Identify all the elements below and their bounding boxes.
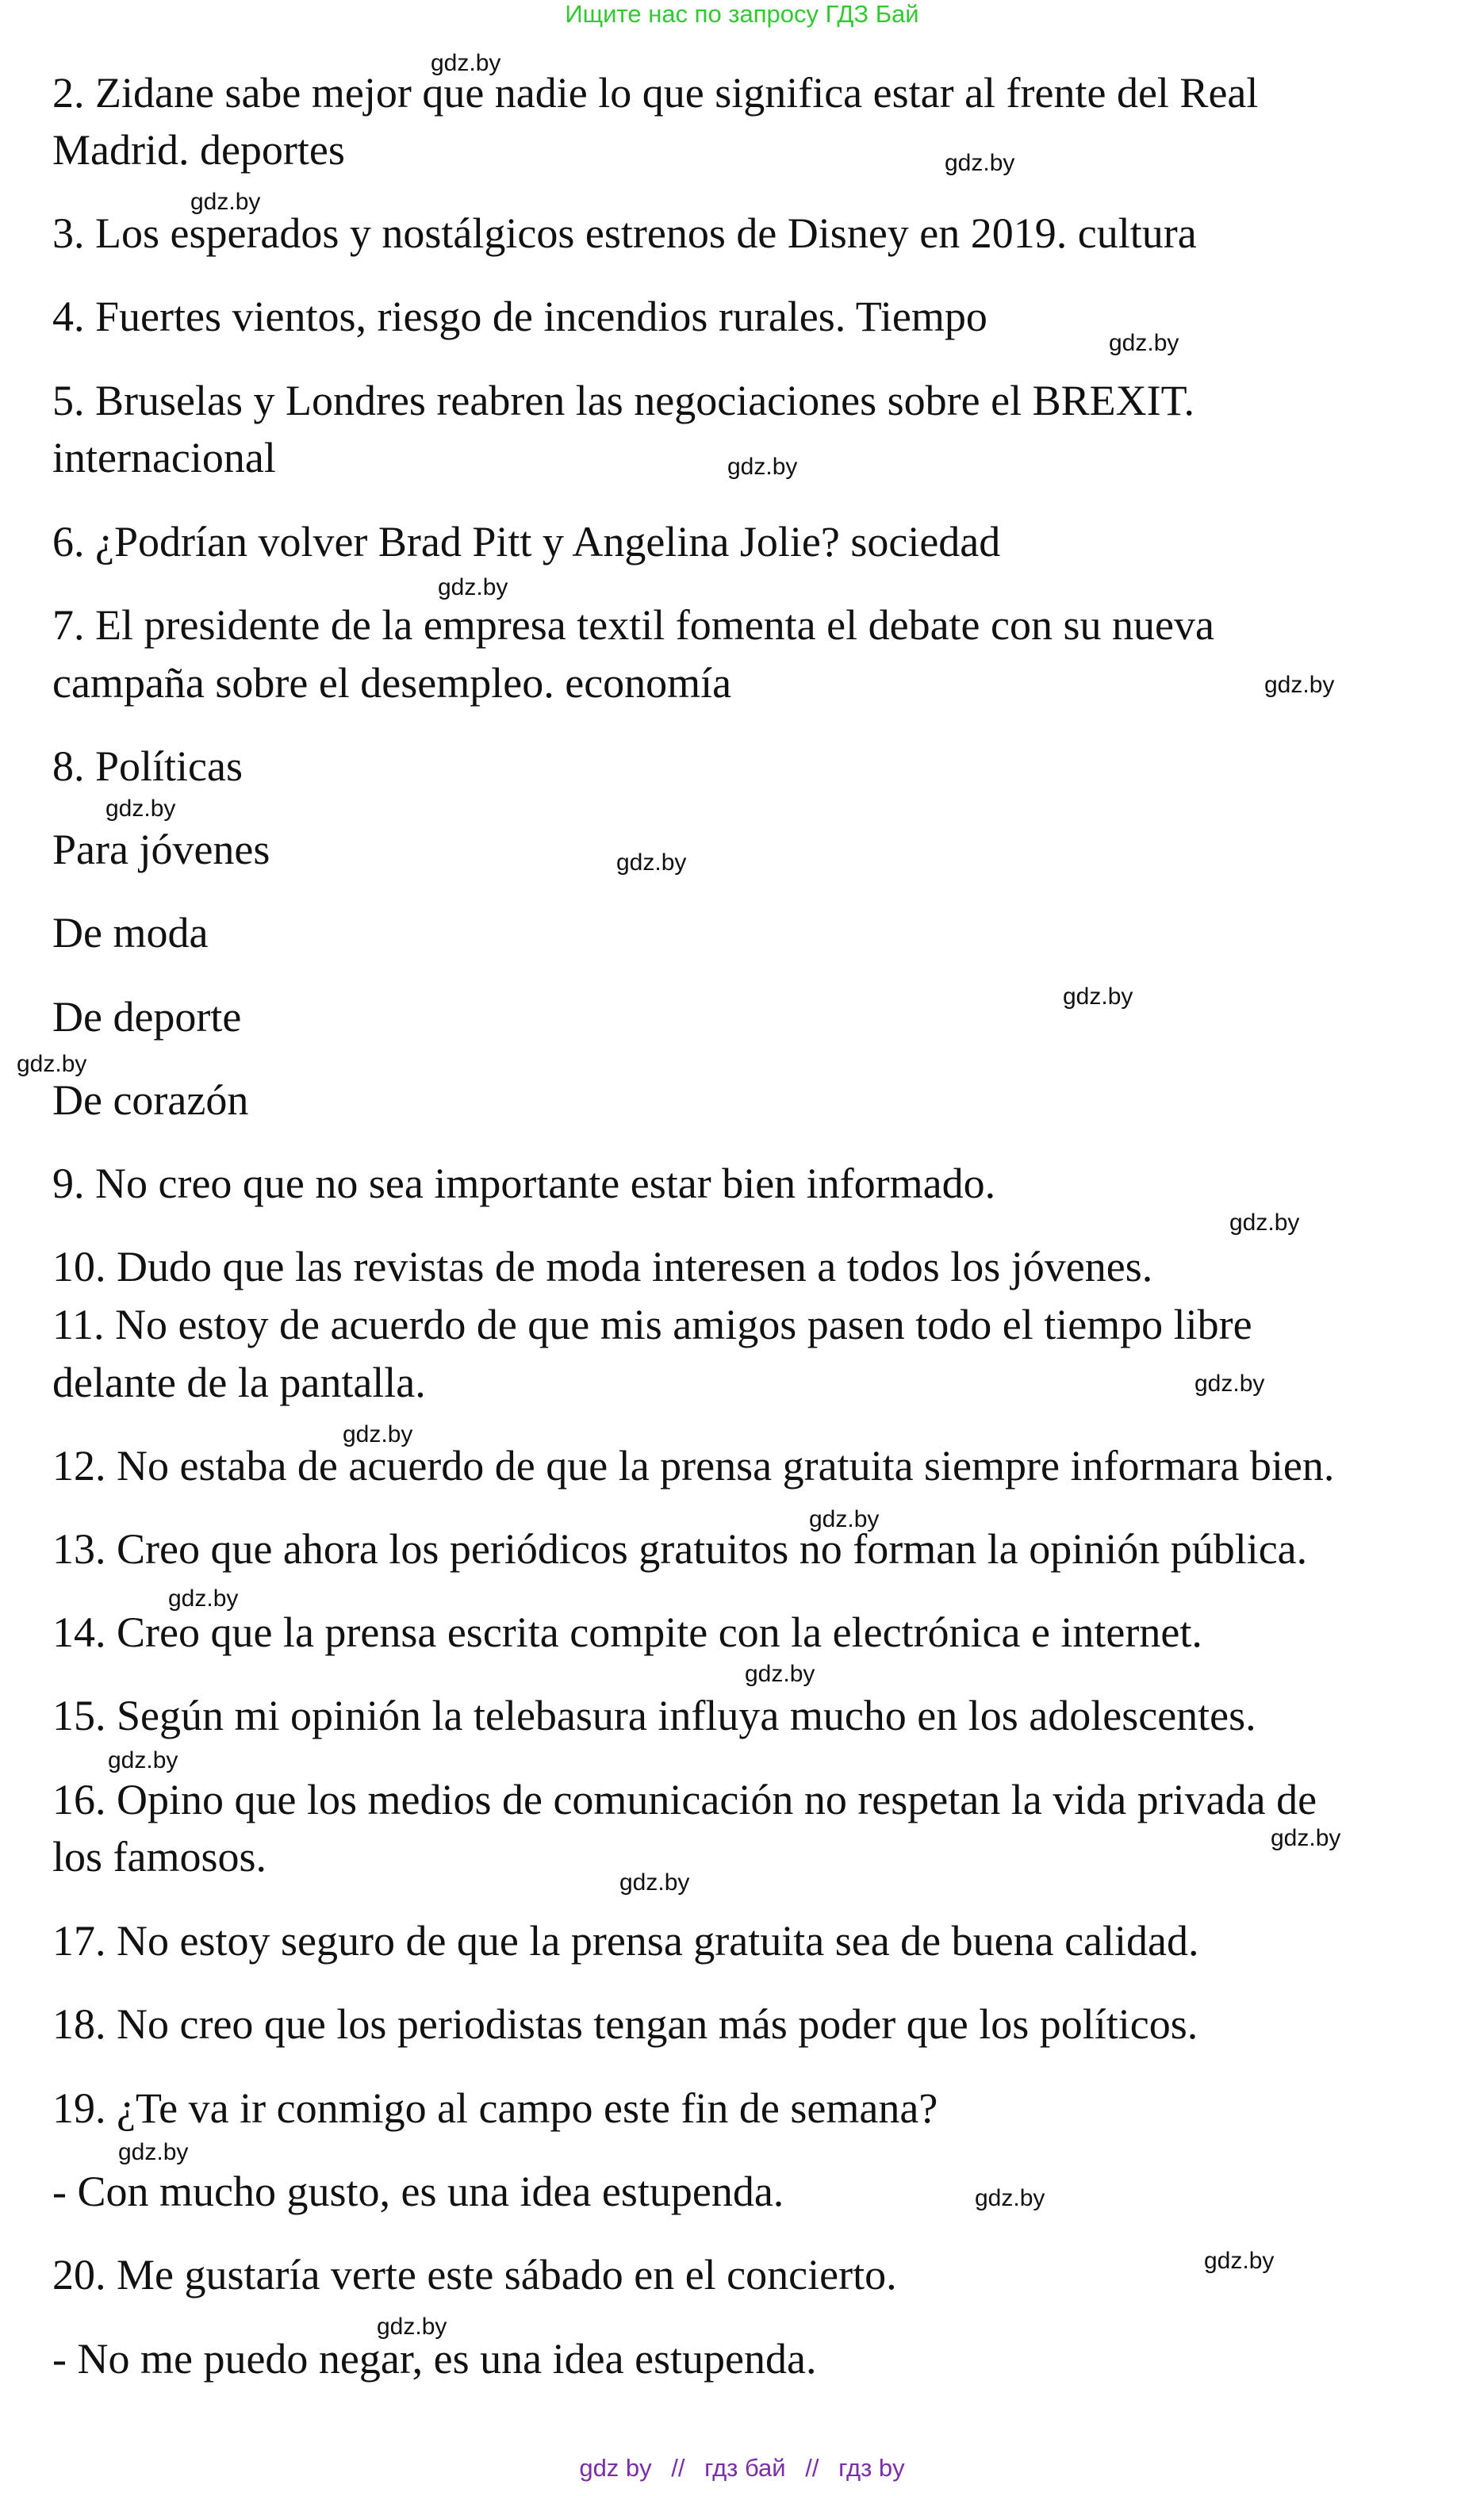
text-line: 4. Fuertes vientos, riesgo de incendios rurales. Tiempo [52,293,987,340]
header-search-link[interactable]: Ищите нас по запросу ГДЗ Бай [565,0,919,28]
text-line: 8. Políticas [52,742,243,790]
footer-link-gdz-by[interactable]: gdz by [579,2454,652,2482]
watermark: gdz.by [377,2314,447,2340]
text-line: 16. Opino que los medios de comunicación no respetan la vida privada de [52,1776,1317,1823]
text-line: 3. Los esperados y nostálgicos estrenos de Disney en 2019. cultura [52,209,1197,257]
watermark: gdz.by [1271,1825,1341,1851]
watermark: gdz.by [108,1747,178,1773]
text-line: 5. Bruselas y Londres reabren las negociaciones sobre el BREXIT. [52,377,1195,424]
text-line: 6. ¿Podrían volver Brad Pitt y Angelina Jolie? sociedad [52,518,1001,566]
footer-link-gdz-bai[interactable]: гдз бай [704,2454,786,2482]
watermark: gdz.by [945,150,1015,176]
text-line: De deporte [52,993,242,1041]
text-line: internacional [52,434,276,481]
watermark: gdz.by [1109,330,1179,356]
text-line: Madrid. deportes [52,126,345,174]
text-line: 7. El presidente de la empresa textil fomenta el debate con su nueva [52,601,1214,649]
text-line: los famosos. [52,1833,267,1881]
watermark: gdz.by [727,454,798,480]
watermark: gdz.by [1204,2248,1275,2274]
watermark: gdz.by [431,50,501,76]
watermark: gdz.by [1194,1371,1265,1397]
watermark: gdz.by [118,2139,189,2165]
text-line: 13. Creo que ahora los periódicos gratuitos no forman la opinión pública. [52,1525,1308,1573]
watermark: gdz.by [438,574,508,600]
text-line: delante de la pantalla. [52,1359,426,1406]
text-line: 15. Según mi opinión la telebasura influya mucho en los adolescentes. [52,1692,1256,1739]
watermark: gdz.by [17,1051,87,1077]
text-line: 2. Zidane sabe mejor que nadie lo que significa estar al frente del Real [52,69,1259,117]
watermark: gdz.by [616,849,687,876]
watermark: gdz.by [1229,1210,1300,1236]
text-line: - No me puedo negar, es una idea estupenda. [52,2335,817,2383]
text-line: 14. Creo que la prensa escrita compite con la electrónica e internet. [52,1608,1202,1656]
footer-separator: // [671,2454,685,2482]
watermark: gdz.by [1063,983,1133,1010]
text-line: 11. No estoy de acuerdo de que mis amigos pasen todo el tiempo libre [52,1301,1252,1348]
footer-separator: // [805,2454,819,2482]
text-line: Para jóvenes [52,826,270,873]
footer-link-gdz-by-cyr[interactable]: гдз by [838,2454,905,2482]
text-line: De moda [52,909,209,957]
watermark: gdz.by [168,1585,239,1612]
text-line: 12. No estaba de acuerdo de que la prensa gratuita siempre informara bien. [52,1442,1335,1490]
watermark: gdz.by [105,796,176,822]
text-line: campaña sobre el desempleo. economía [52,659,732,707]
watermark: gdz.by [975,2185,1045,2211]
footer-links [0,2454,1484,2483]
text-line: 10. Dudo que las revistas de moda interesen a todos los jóvenes. [52,1243,1153,1290]
text-line: - Con mucho gusto, es una idea estupenda. [52,2168,784,2215]
watermark: gdz.by [1264,672,1335,698]
watermark: gdz.by [809,1506,880,1532]
text-line: 9. No creo que no sea importante estar bien informado. [52,1160,996,1207]
text-line: 18. No creo que los periodistas tengan más poder que los políticos. [52,2000,1198,2048]
text-line: 19. ¿Te va ir conmigo al campo este fin de semana? [52,2084,938,2132]
text-line: 20. Me gustaría verte este sábado en el concierto. [52,2251,897,2299]
watermark: gdz.by [190,189,261,215]
watermark: gdz.by [343,1421,413,1447]
watermark: gdz.by [619,1869,690,1896]
watermark: gdz.by [745,1661,815,1687]
text-line: De corazón [52,1076,249,1124]
text-line: 17. No estoy seguro de que la prensa gratuita sea de buena calidad. [52,1917,1199,1965]
